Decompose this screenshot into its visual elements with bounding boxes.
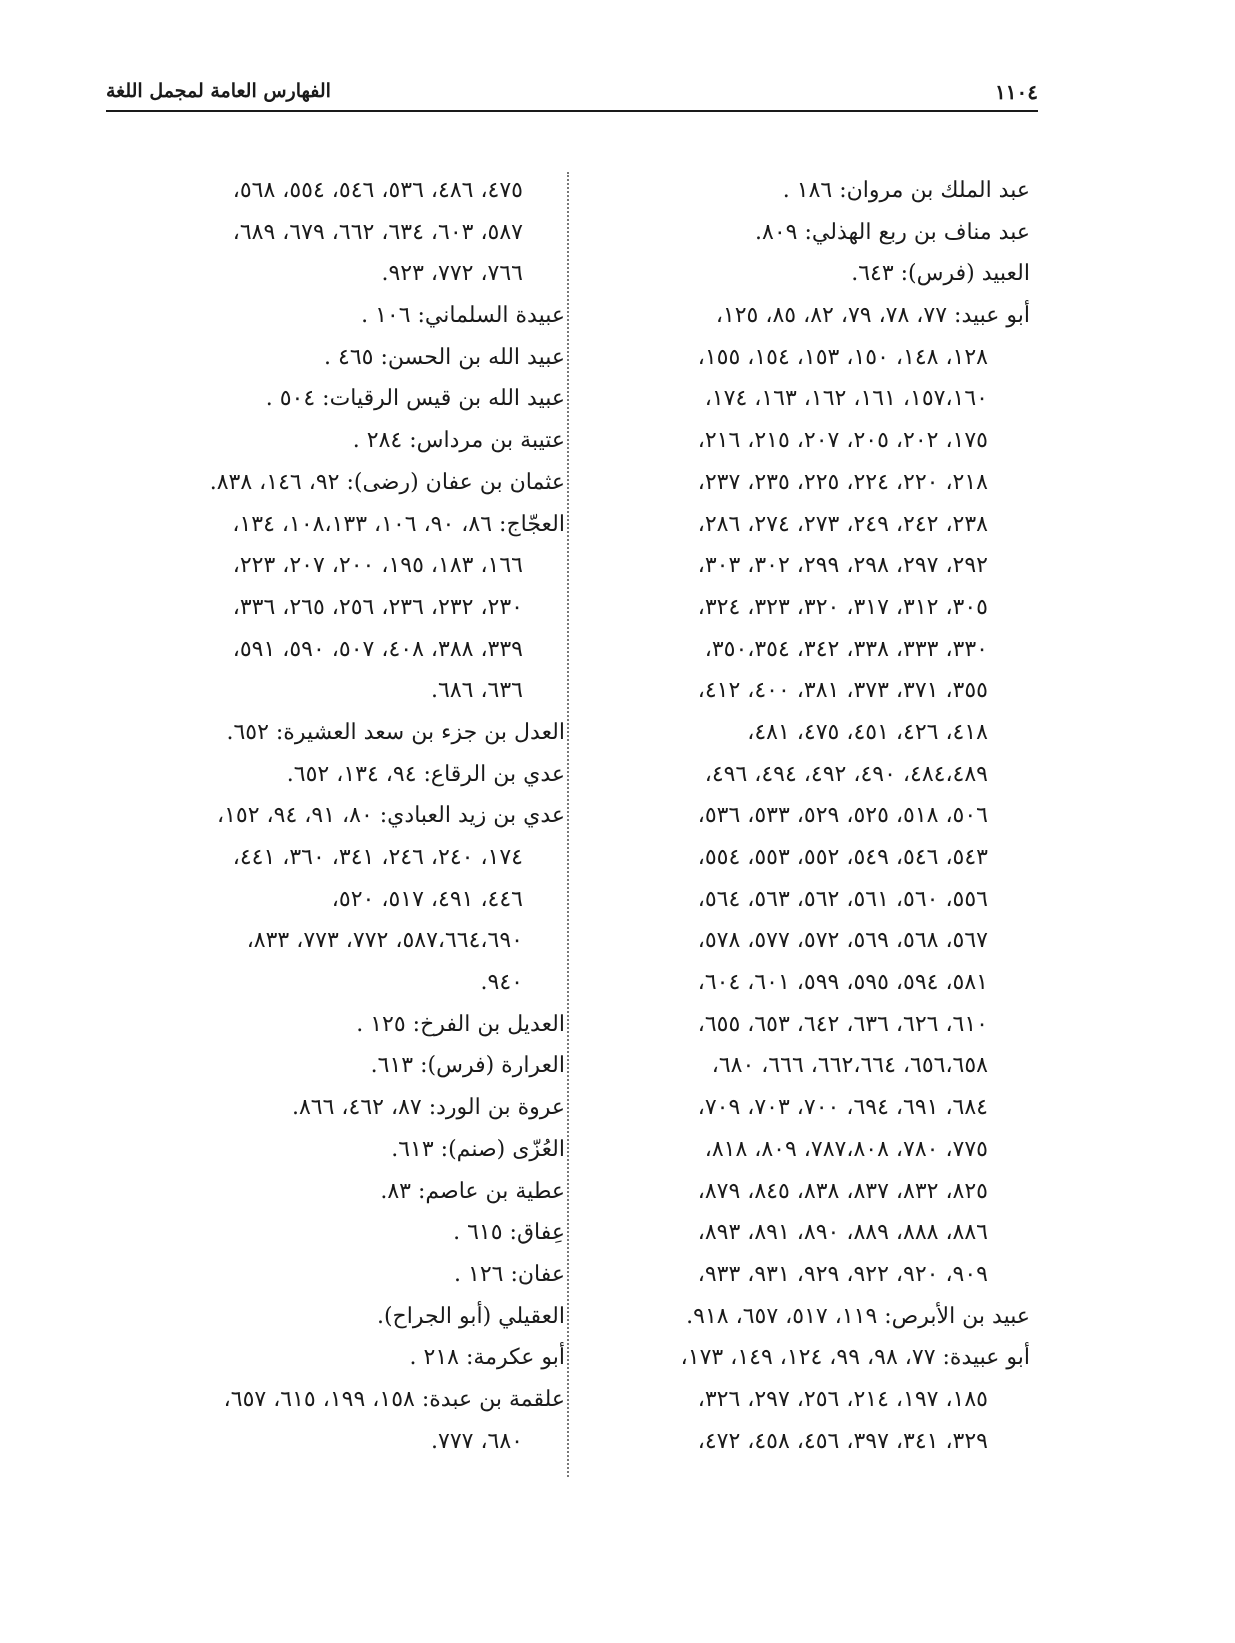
index-entry-continuation: ٤١٨، ٤٢٦، ٤٥١، ٤٧٥، ٤٨١، [747,719,988,745]
index-entry-continuation: ٤٨٤،٤٨٩، ٤٩٠، ٤٩٢، ٤٩٤، ٤٩٦، [704,761,988,787]
index-entry: العُزّى (صنم): ٦١٣. [391,1136,565,1162]
index-entry: عطية بن عاصم: ٨٣. [380,1178,565,1204]
index-entry-continuation: ٦١٠، ٦٢٦، ٦٣٦، ٦٤٢، ٦٥٣، ٦٥٥، [697,1011,988,1037]
index-entry-continuation: ٧٧٥، ٧٨٠، ٧٨٧،٨٠٨، ٨٠٩، ٨١٨، [704,1136,988,1162]
index-entry: عثمان بن عفان (رضى): ٩٢، ١٤٦، ٨٣٨. [209,469,565,495]
index-entry-continuation: ٦٨٤، ٦٩١، ٦٩٤، ٧٠٠، ٧٠٣، ٧٠٩، [697,1095,988,1121]
index-entry-continuation: ١٧٥، ٢٠٢، ٢٠٥، ٢٠٧، ٢١٥، ٢١٦، [697,428,988,454]
index-entry: عفان: ١٢٦ . [454,1261,565,1287]
index-entry-continuation: ٦٨٠، ٧٧٧. [431,1428,523,1454]
index-column-right [600,170,1030,1462]
index-entry-continuation: ٥٨٧، ٦٠٣، ٦٣٤، ٦٦٢، ٦٧٩، ٦٨٩، [232,219,523,245]
index-entry: العبيد (فرس): ٦٤٣. [851,261,1030,287]
index-entry-continuation: ١٨٥، ١٩٧، ٢١٤، ٢٥٦، ٢٩٧، ٣٢٦، [697,1386,988,1412]
index-entry-continuation: ٣٣٩، ٣٨٨، ٤٠٨، ٥٠٧، ٥٩٠، ٥٩١، [232,636,523,662]
index-entry-continuation: ٦٥٦،٦٥٨، ٦٦٢،٦٦٤، ٦٦٦، ٦٨٠، [711,1053,988,1079]
index-entry-continuation: ٣٠٥، ٣١٢، ٣١٧، ٣٢٠، ٣٢٣، ٣٢٤، [697,594,988,620]
page-header [106,80,1038,112]
running-title: الفهارس العامة لمجمل اللغة [106,80,331,102]
index-entry: عتيبة بن مرداس: ٢٨٤ . [352,428,565,454]
index-entry-continuation: ٨٨٦، ٨٨٨، ٨٨٩، ٨٩٠، ٨٩١، ٨٩٣، [697,1220,988,1246]
index-entry-continuation: ٢٣٠، ٢٣٢، ٢٣٦، ٢٥٦، ٢٦٥، ٣٣٦، [232,594,523,620]
index-entry-continuation: ٥٨٧،٦٦٤،٦٩٠، ٧٧٢، ٧٧٣، ٨٣٣، [246,928,523,954]
index-entry: العديل بن الفرخ: ١٢٥ . [356,1011,565,1037]
index-entry: عدي بن الرقاع: ٩٤، ١٣٤، ٦٥٢. [286,761,565,787]
index-entry-continuation: ٥٤٣، ٥٤٦، ٥٤٩، ٥٥٢، ٥٥٣، ٥٥٤، [697,845,988,870]
index-entry-continuation: ١٥٧،١٦٠، ١٦١، ١٦٢، ١٦٣، ١٧٤، [704,386,988,412]
index-entry-continuation: ٦٣٦، ٦٨٦. [431,678,523,704]
index-entry: عبيد بن الأبرص: ١١٩، ٥١٧، ٦٥٧، ٩١٨. [686,1303,1030,1329]
index-entry-continuation: ٥٦٧، ٥٦٨، ٥٦٩، ٥٧٢، ٥٧٧، ٥٧٨، [697,928,988,954]
index-entry-continuation: ٥٨١، ٥٩٤، ٥٩٥، ٥٩٩، ٦٠١، ٦٠٤، [697,970,988,996]
index-entry: علقمة بن عبدة: ١٥٨، ١٩٩، ٦١٥، ٦٥٧، [223,1386,565,1412]
index-entry: العرارة (فرس): ٦١٣. [370,1053,565,1079]
index-entry-continuation: ٥٥٦، ٥٦٠، ٥٦١، ٥٦٢، ٥٦٣، ٥٦٤، [697,886,988,912]
index-column-left [115,170,565,1462]
index-entry: أبو عكرمة: ٢١٨ . [409,1345,565,1371]
index-entry: عبيد الله بن قيس الرقيات: ٥٠٤ . [265,386,565,412]
index-entry: عروة بن الورد: ٨٧، ٤٦٢، ٨٦٦. [291,1095,565,1121]
index-entry: العدل بن جزء بن سعد العشيرة: ٦٥٢. [226,719,565,745]
column-divider [567,172,569,1477]
index-entry: عِفاق: ٦١٥ . [453,1220,565,1246]
index-entry-continuation: ١٢٨، ١٤٨، ١٥٠، ١٥٣، ١٥٤، ١٥٥، [697,344,988,370]
index-entry-continuation: ٢١٨، ٢٢٠، ٢٢٤، ٢٢٥، ٢٣٥، ٢٣٧، [697,469,988,495]
index-entry: عبد الملك بن مروان: ١٨٦ . [782,178,1030,203]
index-entry: أبو عبيد: ٧٧، ٧٨، ٧٩، ٨٢، ٨٥، ١٢٥، [715,303,1030,329]
index-entry-continuation: ٢٩٢، ٢٩٧، ٢٩٨، ٢٩٩، ٣٠٢، ٣٠٣، [697,553,988,579]
index-entry: أبو عبيدة: ٧٧، ٩٨، ٩٩، ١٢٤، ١٤٩، ١٧٣، [680,1345,1030,1371]
page-number: ١١٠٤ [995,80,1038,104]
index-entry-continuation: ٢٣٨، ٢٤٢، ٢٤٩، ٢٧٣، ٢٧٤، ٢٨٦، [697,511,988,537]
index-entry-continuation: ٣٢٩، ٣٤١، ٣٩٧، ٤٥٦، ٤٥٨، ٤٧٢، [697,1428,988,1454]
index-entry: العجّاج: ٨٦، ٩٠، ١٠٦، ١٠٨،١٣٣، ١٣٤، [232,511,565,537]
index-entry-continuation: ٤٧٥، ٤٨٦، ٥٣٦، ٥٤٦، ٥٥٤، ٥٦٨، [232,178,523,203]
index-entry-continuation: ٣٣٠، ٣٣٣، ٣٣٨، ٣٤٢، ٣٥٠،٣٥٤، [704,636,988,662]
index-entry-continuation: ٩٠٩، ٩٢٠، ٩٢٢، ٩٢٩، ٩٣١، ٩٣٣، [697,1261,988,1287]
index-entry-continuation: ٣٥٥، ٣٧١، ٣٧٣، ٣٨١، ٤٠٠، ٤١٢، [697,678,988,704]
index-entry-continuation: ٨٢٥، ٨٣٢، ٨٣٧، ٨٣٨، ٨٤٥، ٨٧٩، [697,1178,988,1204]
index-entry: عبيد الله بن الحسن: ٤٦٥ . [324,344,565,370]
index-entry-continuation: ٥٠٦، ٥١٨، ٥٢٥، ٥٢٩، ٥٣٣، ٥٣٦، [697,803,988,829]
index-entry: عدي بن زيد العبادي: ٨٠، ٩١، ٩٤، ١٥٢، [217,803,565,829]
index-entry-continuation: ١٧٤، ٢٤٠، ٢٤٦، ٣٤١، ٣٦٠، ٤٤١، [232,845,523,870]
index-entry-continuation: ٩٤٠. [480,970,523,996]
index-entry: عبيدة السلماني: ١٠٦ . [361,303,565,329]
index-entry: العقيلي (أبو الجراح). [376,1303,565,1329]
index-entry: عبد مناف بن ربع الهذلي: ٨٠٩. [755,219,1030,245]
index-entry-continuation: ١٦٦، ١٨٣، ١٩٥، ٢٠٠، ٢٠٧، ٢٢٣، [232,553,523,579]
index-entry-continuation: ٤٤٦، ٤٩١، ٥١٧، ٥٢٠، [331,886,523,912]
index-entry-continuation: ٧٦٦، ٧٧٢، ٩٢٣. [381,261,523,287]
